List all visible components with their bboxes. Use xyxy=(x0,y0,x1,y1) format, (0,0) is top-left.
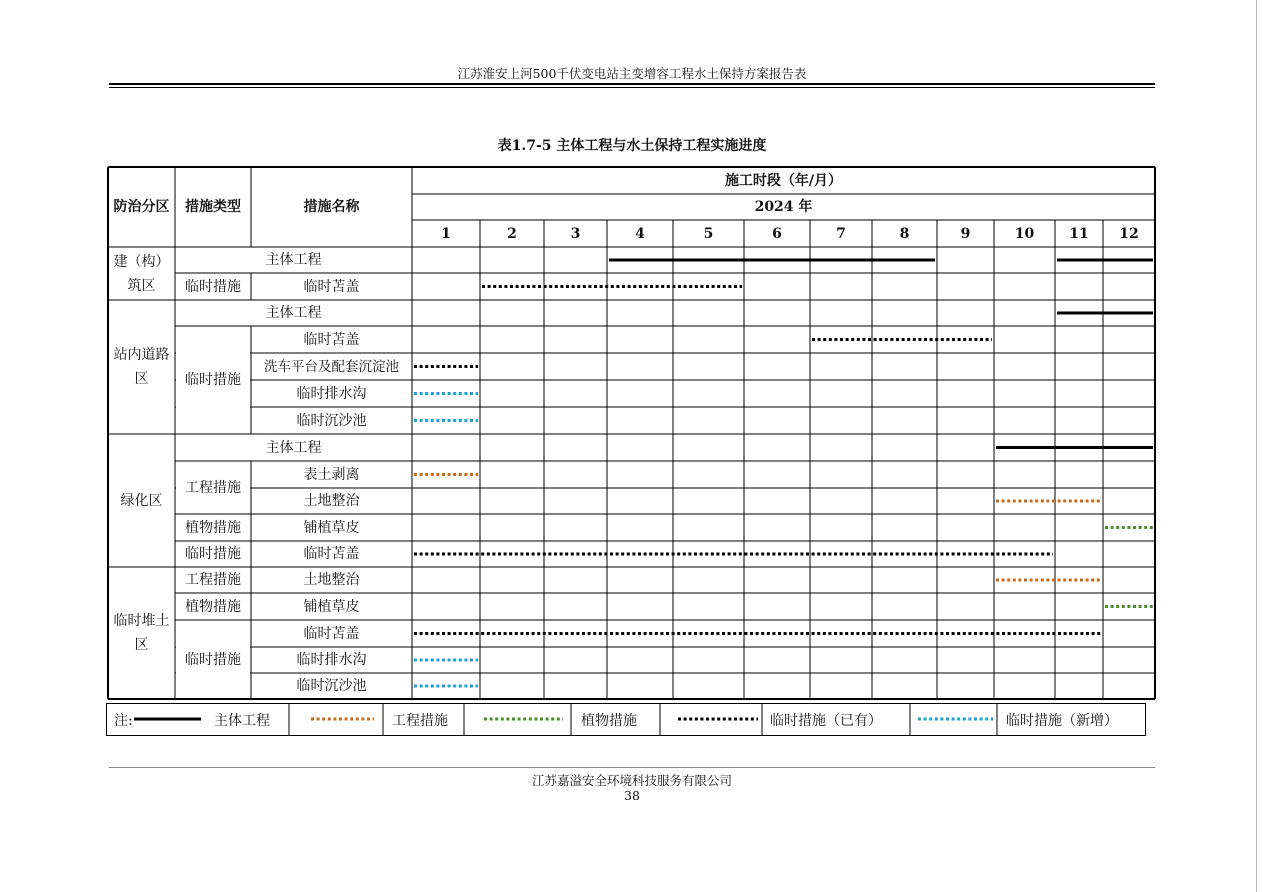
table-caption: 表1.7-5 主体工程与水土保持工程实施进度 xyxy=(497,138,767,154)
measure-name: 铺植草皮 xyxy=(303,519,360,536)
month-header: 8 xyxy=(899,225,910,242)
month-header: 5 xyxy=(703,225,714,242)
header-type: 措施类型 xyxy=(185,199,241,215)
legend-label-main: 主体工程 xyxy=(214,713,270,729)
measure-name: 临时苫盖 xyxy=(303,625,360,642)
legend-label-eng: 工程措施 xyxy=(392,713,448,729)
month-header: 9 xyxy=(960,225,971,242)
measure-name: 临时沉沙池 xyxy=(296,412,367,429)
measure-type-label: 植物措施 xyxy=(185,519,241,536)
measure-name: 临时排水沟 xyxy=(296,652,367,668)
month-header: 4 xyxy=(635,225,645,242)
month-header: 2 xyxy=(507,225,517,242)
zone-label-line: 绿化区 xyxy=(120,492,163,509)
measure-name: 土地整治 xyxy=(303,493,360,509)
measure-name: 洗车平台及配套沉淀池 xyxy=(264,358,399,375)
measure-type-label: 临时措施 xyxy=(185,546,241,562)
header-year: 2024 年 xyxy=(754,199,813,215)
zone-label-line: 区 xyxy=(134,637,149,653)
legend-label-temp-old: 临时措施（已有） xyxy=(770,713,882,729)
zone-label-line: 临时堆土 xyxy=(113,613,170,629)
month-header: 6 xyxy=(772,225,782,242)
month-header: 1 xyxy=(441,225,451,242)
header-zone: 防治分区 xyxy=(113,199,170,215)
measure-type-label: 临时措施 xyxy=(185,372,241,388)
month-header: 10 xyxy=(1014,225,1035,242)
measure-type-label: 临时措施 xyxy=(185,278,241,295)
zone-label-line: 站内道路 xyxy=(113,347,170,363)
legend-label-temp-new: 临时措施（新增） xyxy=(1006,713,1118,729)
page-number: 38 xyxy=(624,788,640,803)
measure-type-label: 植物措施 xyxy=(185,598,241,615)
legend-label-veg: 植物措施 xyxy=(581,713,637,729)
measure-name: 表土剥离 xyxy=(303,466,360,483)
measure-name: 主体工程 xyxy=(265,305,322,321)
month-header: 3 xyxy=(570,225,581,242)
measure-name: 临时苫盖 xyxy=(303,331,360,348)
measure-name: 临时苫盖 xyxy=(303,278,360,295)
zone-label-line: 筑区 xyxy=(127,277,156,294)
measure-type-label: 工程措施 xyxy=(185,572,241,588)
measure-name: 主体工程 xyxy=(265,439,322,456)
footer-company: 江苏嘉溢安全环境科技服务有限公司 xyxy=(531,773,732,788)
month-header: 12 xyxy=(1119,225,1139,242)
month-header: 7 xyxy=(836,225,846,242)
measure-name: 土地整治 xyxy=(303,572,360,588)
header-period: 施工时段（年/月） xyxy=(724,172,843,189)
running-header: 江苏淮安上河500千伏变电站主变增容工程水土保持方案报告表 xyxy=(457,66,807,81)
header-name: 措施名称 xyxy=(303,199,360,215)
measure-name: 临时沉沙池 xyxy=(296,678,367,694)
measure-type-label: 工程措施 xyxy=(185,479,241,496)
measure-name: 铺植草皮 xyxy=(303,598,360,615)
legend-prefix: 注: xyxy=(114,713,133,729)
measure-type-label: 临时措施 xyxy=(185,651,241,668)
measure-name: 临时苫盖 xyxy=(303,546,360,562)
zone-label-line: 区 xyxy=(134,371,149,387)
zone-label-line: 建（构） xyxy=(113,253,170,270)
month-header: 11 xyxy=(1069,225,1089,242)
measure-name: 主体工程 xyxy=(265,252,322,268)
measure-name: 临时排水沟 xyxy=(296,385,367,402)
